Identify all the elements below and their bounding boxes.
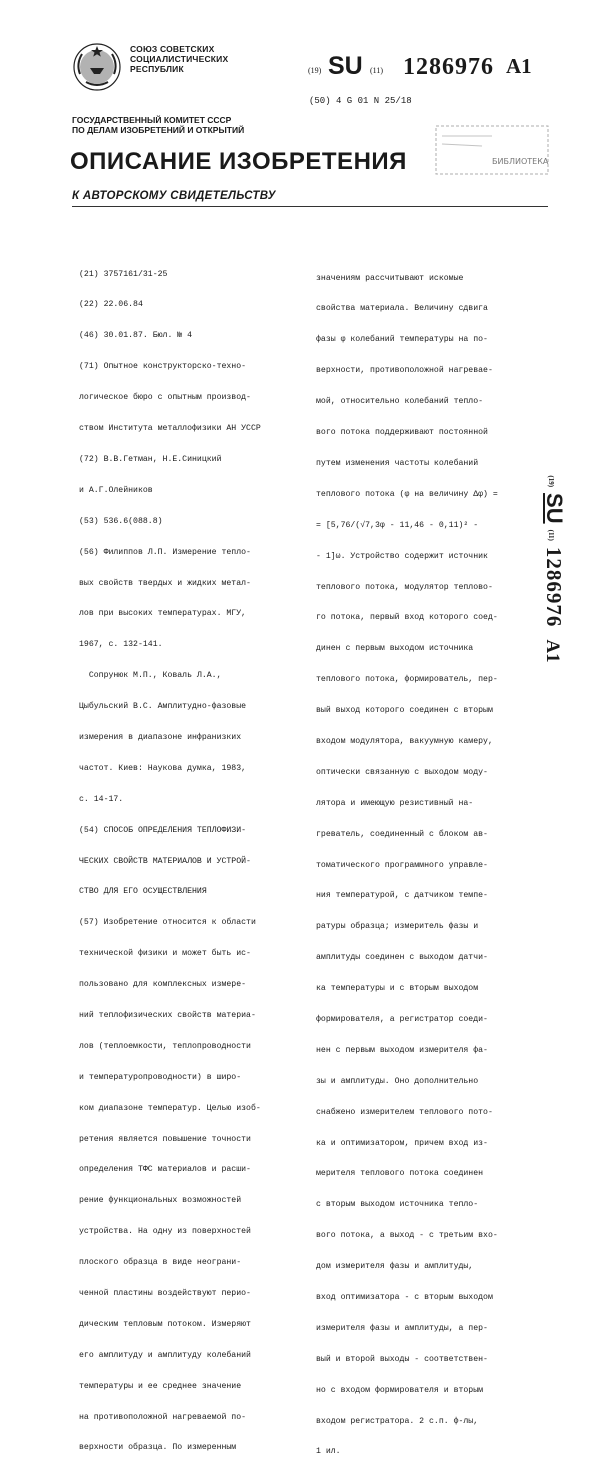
document-kind: A1 <box>506 54 532 78</box>
code-19: (19) <box>308 66 322 75</box>
org-line: РЕСПУБЛИК <box>130 64 184 74</box>
text-line: логическое бюро с опытным производ- <box>79 393 251 403</box>
text-line: температуры и ее среднее значение <box>79 1381 242 1391</box>
ussr-emblem-icon <box>72 42 122 92</box>
text-line: 1 ил. <box>316 1447 341 1457</box>
text-line: на противоположной нагреваемой по- <box>79 1412 247 1422</box>
text-line: мерителя теплового потока соединен <box>316 1169 484 1179</box>
text-line: - 1]ω. Устройство содержит источник <box>316 551 488 561</box>
org-line: СОЦИАЛИСТИЧЕСКИХ <box>130 54 229 64</box>
document-number: 1286976 <box>403 54 494 80</box>
text-line: плоского образца в виде неограни- <box>79 1258 242 1268</box>
text-line: дом измерителя фазы и амплитуды, <box>316 1262 474 1272</box>
divider <box>72 206 548 207</box>
text-line: ством Института металлофизики АН УССР <box>79 424 261 434</box>
text-line: ком диапазоне температур. Целью изоб- <box>79 1103 261 1113</box>
text-line: измерения в диапазоне инфранизких <box>79 732 242 742</box>
text-line: формирователя, а регистратор соеди- <box>316 1014 488 1024</box>
text-line: Цыбульский В.С. Амплитудно-фазовые <box>79 702 247 712</box>
document-title: ОПИСАНИЕ ИЗОБРЕТЕНИЯ <box>70 148 407 175</box>
text-line: динен с первым выходом источника <box>316 644 474 654</box>
text-line: (53) 536.6(088.8) <box>79 516 163 526</box>
text-line: с. 14-17. <box>79 794 124 804</box>
text-line: ратуры образца; измеритель фазы и <box>316 922 479 932</box>
text-line: ния температурой, с датчиком темпе- <box>316 891 488 901</box>
side-kind: A1 <box>542 639 563 663</box>
text-line: верхности образца. По измеренным <box>79 1443 237 1453</box>
text-line: свойства материала. Величину сдвига <box>316 304 488 314</box>
committee-line: ПО ДЕЛАМ ИЗОБРЕТЕНИЙ И ОТКРЫТИЙ <box>72 125 245 135</box>
committee-name <box>72 115 244 135</box>
country-code: SU <box>328 52 363 80</box>
right-column <box>316 253 498 1468</box>
text-line: и А.Г.Олейников <box>79 485 153 495</box>
text-line: с вторым выходом источника тепло- <box>316 1200 479 1210</box>
formula-line: = [5,76/(√7,3φ - 11,46 - 0,11)² - <box>316 520 479 530</box>
text-line: частот. Киев: Наукова думка, 1983, <box>79 763 247 773</box>
left-column <box>79 249 261 1464</box>
text-line: ка и оптимизатором, причем вход из- <box>316 1138 488 1148</box>
code-11: (11) <box>370 66 384 75</box>
text-line: го потока, первый вход которого соед- <box>316 613 498 623</box>
text-line: лятора и имеющую резистивный на- <box>316 798 474 808</box>
text-line: мой, относительно колебаний тепло- <box>316 397 484 407</box>
text-line: (56) Филиппов Л.П. Измерение тепло- <box>79 547 251 557</box>
text-line: дическим тепловым потоком. Измеряют <box>79 1319 251 1329</box>
side-code-11: (11) <box>546 529 555 541</box>
text-line: ретения является повышение точности <box>79 1134 251 1144</box>
text-line: технической физики и может быть ис- <box>79 949 251 959</box>
text-line: и температуропроводности) в широ- <box>79 1072 242 1082</box>
text-line: (57) Изобретение относится к области <box>79 918 256 928</box>
committee-line: ГОСУДАРСТВЕННЫЙ КОМИТЕТ СССР <box>72 115 232 125</box>
text-line: лов (теплоемкости, теплопроводности <box>79 1041 251 1051</box>
text-line: фазы φ колебаний температуры на по- <box>316 335 488 345</box>
text-line: (46) 30.01.87. Бюл. № 4 <box>79 331 193 341</box>
text-line: ЧЕСКИХ СВОЙСТВ МАТЕРИАЛОВ И УСТРОЙ- <box>79 856 251 866</box>
text-line: лов при высоких температурах. МГУ, <box>79 609 247 619</box>
side-country-code: SU <box>542 493 567 524</box>
side-code-19: (19) <box>546 475 555 488</box>
stamp-text: БИБЛИОТЕКА <box>492 157 549 166</box>
text-line: (21) 3757161/31-25 <box>79 269 168 279</box>
text-line: устройства. На одну из поверхностей <box>79 1227 251 1237</box>
side-number: 1286976 <box>542 546 566 628</box>
text-line: (72) В.В.Гетман, Н.Е.Синицкий <box>79 454 222 464</box>
text-line: ченной пластины воздействуют перио- <box>79 1288 251 1298</box>
text-line: входом регистратора. 2 с.п. ф-лы, <box>316 1416 479 1426</box>
text-line: его амплитуду и амплитуду колебаний <box>79 1350 251 1360</box>
text-line: томатического программного управле- <box>316 860 488 870</box>
text-line: зы и амплитуды. Оно дополнительно <box>316 1076 479 1086</box>
ipc-classification: (50) 4 G 01 N 25/18 <box>309 96 412 106</box>
text-line: рение функциональных возможностей <box>79 1196 242 1206</box>
text-line: вход оптимизатора - с вторым выходом <box>316 1292 493 1302</box>
text-line: (22) 22.06.84 <box>79 300 143 310</box>
text-line: амплитуды соединен с выходом датчи- <box>316 953 488 963</box>
document-number-block <box>308 52 568 88</box>
text-line: теплового потока, формирователь, пер- <box>316 675 498 685</box>
library-stamp <box>432 122 552 178</box>
text-line: вый и второй выходы - соответствен- <box>316 1354 488 1364</box>
text-line: (71) Опытное конструкторско-техно- <box>79 362 247 372</box>
org-name <box>130 44 228 74</box>
text-line: вого потока поддерживают постоянной <box>316 428 488 438</box>
document-subtitle: К АВТОРСКОМУ СВИДЕТЕЛЬСТВУ <box>72 190 276 202</box>
text-line: вый выход которого соединен с вторым <box>316 706 493 716</box>
org-line: СОЮЗ СОВЕТСКИХ <box>130 44 215 54</box>
text-line: но с входом формирователя и вторым <box>316 1385 484 1395</box>
text-line: нен с первым выходом измерителя фа- <box>316 1045 488 1055</box>
text-line: греватель, соединенный с блоком ав- <box>316 829 488 839</box>
text-line: измерителя фазы и амплитуды, а пер- <box>316 1323 488 1333</box>
text-line: определения ТФС материалов и расши- <box>79 1165 251 1175</box>
text-line: (54) СПОСОБ ОПРЕДЕЛЕНИЯ ТЕПЛОФИЗИ- <box>79 825 247 835</box>
text-line: ка температуры и с вторым выходом <box>316 984 479 994</box>
text-line: вого потока, а выход - с третьим вхо- <box>316 1231 498 1241</box>
text-line: путем изменения частоты колебаний <box>316 458 479 468</box>
side-document-number <box>534 448 574 688</box>
text-line: значениям рассчитывают искомые <box>316 273 464 283</box>
text-line: теплового потока (φ на величину Δφ) = <box>316 489 498 499</box>
text-line: теплового потока, модулятор теплово- <box>316 582 493 592</box>
text-line: пользовано для комплексных измере- <box>79 980 247 990</box>
text-line: СТВО ДЛЯ ЕГО ОСУЩЕСТВЛЕНИЯ <box>79 887 207 897</box>
text-line: 1967, с. 132-141. <box>79 640 163 650</box>
text-line: ний теплофизических свойств материа- <box>79 1010 256 1020</box>
text-line: снабжено измерителем теплового пото- <box>316 1107 493 1117</box>
text-line: вых свойств твердых и жидких метал- <box>79 578 251 588</box>
text-line: входом модулятора, вакуумную камеру, <box>316 736 493 746</box>
text-line: Сопрунюк М.П., Коваль Л.А., <box>79 671 222 681</box>
text-line: оптически связанную с выходом моду- <box>316 767 488 777</box>
text-line: верхности, противоположной нагревае- <box>316 366 493 376</box>
